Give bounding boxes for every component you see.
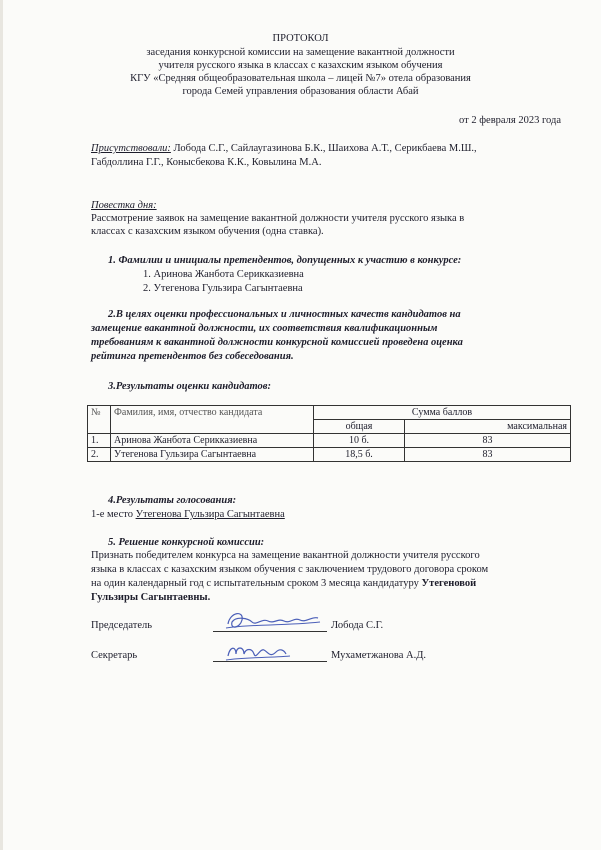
row-name: Аринова Жанбота Серикказиевна xyxy=(111,434,314,448)
chair-signature xyxy=(222,608,322,634)
section-3-heading: 3.Результаты оценки кандидатов: xyxy=(108,381,271,392)
place-label: 1-е место xyxy=(91,509,136,520)
header-total: общая xyxy=(314,420,405,434)
scan-edge xyxy=(0,0,3,850)
decision-line-3 xyxy=(91,577,476,591)
present-line-1 xyxy=(91,142,477,156)
section-4-heading: 4.Результаты голосования: xyxy=(108,495,237,506)
voting-result xyxy=(91,508,285,522)
chair-name: Лобода С.Г. xyxy=(331,620,384,631)
section-2-line-4: рейтинга претендентов без собеседования. xyxy=(91,351,294,362)
title-line-3: КГУ «Средняя общеобразовательная школа – лицей №7» отела образования xyxy=(130,73,471,84)
header-name: Фамилия, имя, отчество кандидата xyxy=(111,406,314,434)
chair-label: Председатель xyxy=(91,620,153,631)
row-number: 1. xyxy=(88,434,111,448)
table-header-row xyxy=(88,406,571,420)
section-1-heading: 1. Фамилии и инициалы претендентов, допущенных к участию в конкурсе: xyxy=(108,255,462,266)
decision-winner-name: Гульзиры Сагынтаевны. xyxy=(91,592,211,603)
title-line-1: заседания конкурсной комиссии на замещение вакантной должности xyxy=(146,47,455,58)
row-total: 10 б. xyxy=(314,434,405,448)
agenda-label: Повестка дня: xyxy=(91,200,157,211)
section-5-heading: 5. Решение конкурсной комиссии: xyxy=(108,537,265,548)
decision-winner-surname: Утегеновой xyxy=(421,578,477,589)
decision-line-1: Признать победителем конкурса на замещение вакантной должности учителя русского xyxy=(91,550,480,561)
present-names-1: Лобода С.Г., Сайлаугазинова Б.К., Шаихова А.Т., Серикбаева М.Ш., xyxy=(170,143,477,154)
document-title: ПРОТОКОЛ xyxy=(272,33,329,44)
section-2-line-1: 2.В целях оценки профессиональных и личностных качеств кандидатов на xyxy=(108,309,461,320)
present-label: Присутствовали: xyxy=(91,143,171,154)
decision-line-2: языка в классах с казахским языком обучения с заключением трудового договора сроком xyxy=(91,564,489,575)
section-2-line-3: требованиям к вакантной должности конкурсной комиссией проведена оценка xyxy=(91,337,463,348)
header-sum: Сумма баллов xyxy=(314,406,571,420)
agenda-line-1: Рассмотрение заявок на замещение вакантной должности учителя русского языка в xyxy=(91,213,465,224)
table-row xyxy=(88,434,571,448)
table-row xyxy=(88,448,571,462)
decision-line-3-text: на один календарный год с испытательным сроком 3 месяца кандидатуру xyxy=(91,578,422,589)
winner-name: Утегенова Гульзира Сагынтаевна xyxy=(135,509,285,520)
header-number: № xyxy=(88,406,111,434)
section-2-line-2: замещение вакантной должности, их соответствия квалификационным xyxy=(91,323,438,334)
agenda-line-2: классах с казахским языком обучения (одна ставка). xyxy=(91,226,324,237)
candidate-item-2: 2. Утегенова Гульзира Сагынтаевна xyxy=(143,283,303,294)
row-number: 2. xyxy=(88,448,111,462)
row-name: Утегенова Гульзира Сагынтаевна xyxy=(111,448,314,462)
secretary-name: Мухаметжанова А.Д. xyxy=(331,650,427,661)
present-names-2: Габдоллина Г.Г., Конысбекова К.К., Ковылина М.А. xyxy=(91,157,322,168)
title-line-2: учителя русского языка в классах с казахским языком обучения xyxy=(158,60,443,71)
row-max: 83 xyxy=(405,434,571,448)
results-table xyxy=(87,405,571,462)
header-max: максимальная xyxy=(405,420,571,434)
secretary-signature xyxy=(224,640,294,666)
row-total: 18,5 б. xyxy=(314,448,405,462)
row-max: 83 xyxy=(405,448,571,462)
title-line-4: города Семей управления образования области Абай xyxy=(182,86,419,97)
candidate-item-1: 1. Аринова Жанбота Серикказиевна xyxy=(143,269,304,280)
document-date: от 2 февраля 2023 года xyxy=(459,115,561,126)
secretary-label: Секретарь xyxy=(91,650,138,661)
